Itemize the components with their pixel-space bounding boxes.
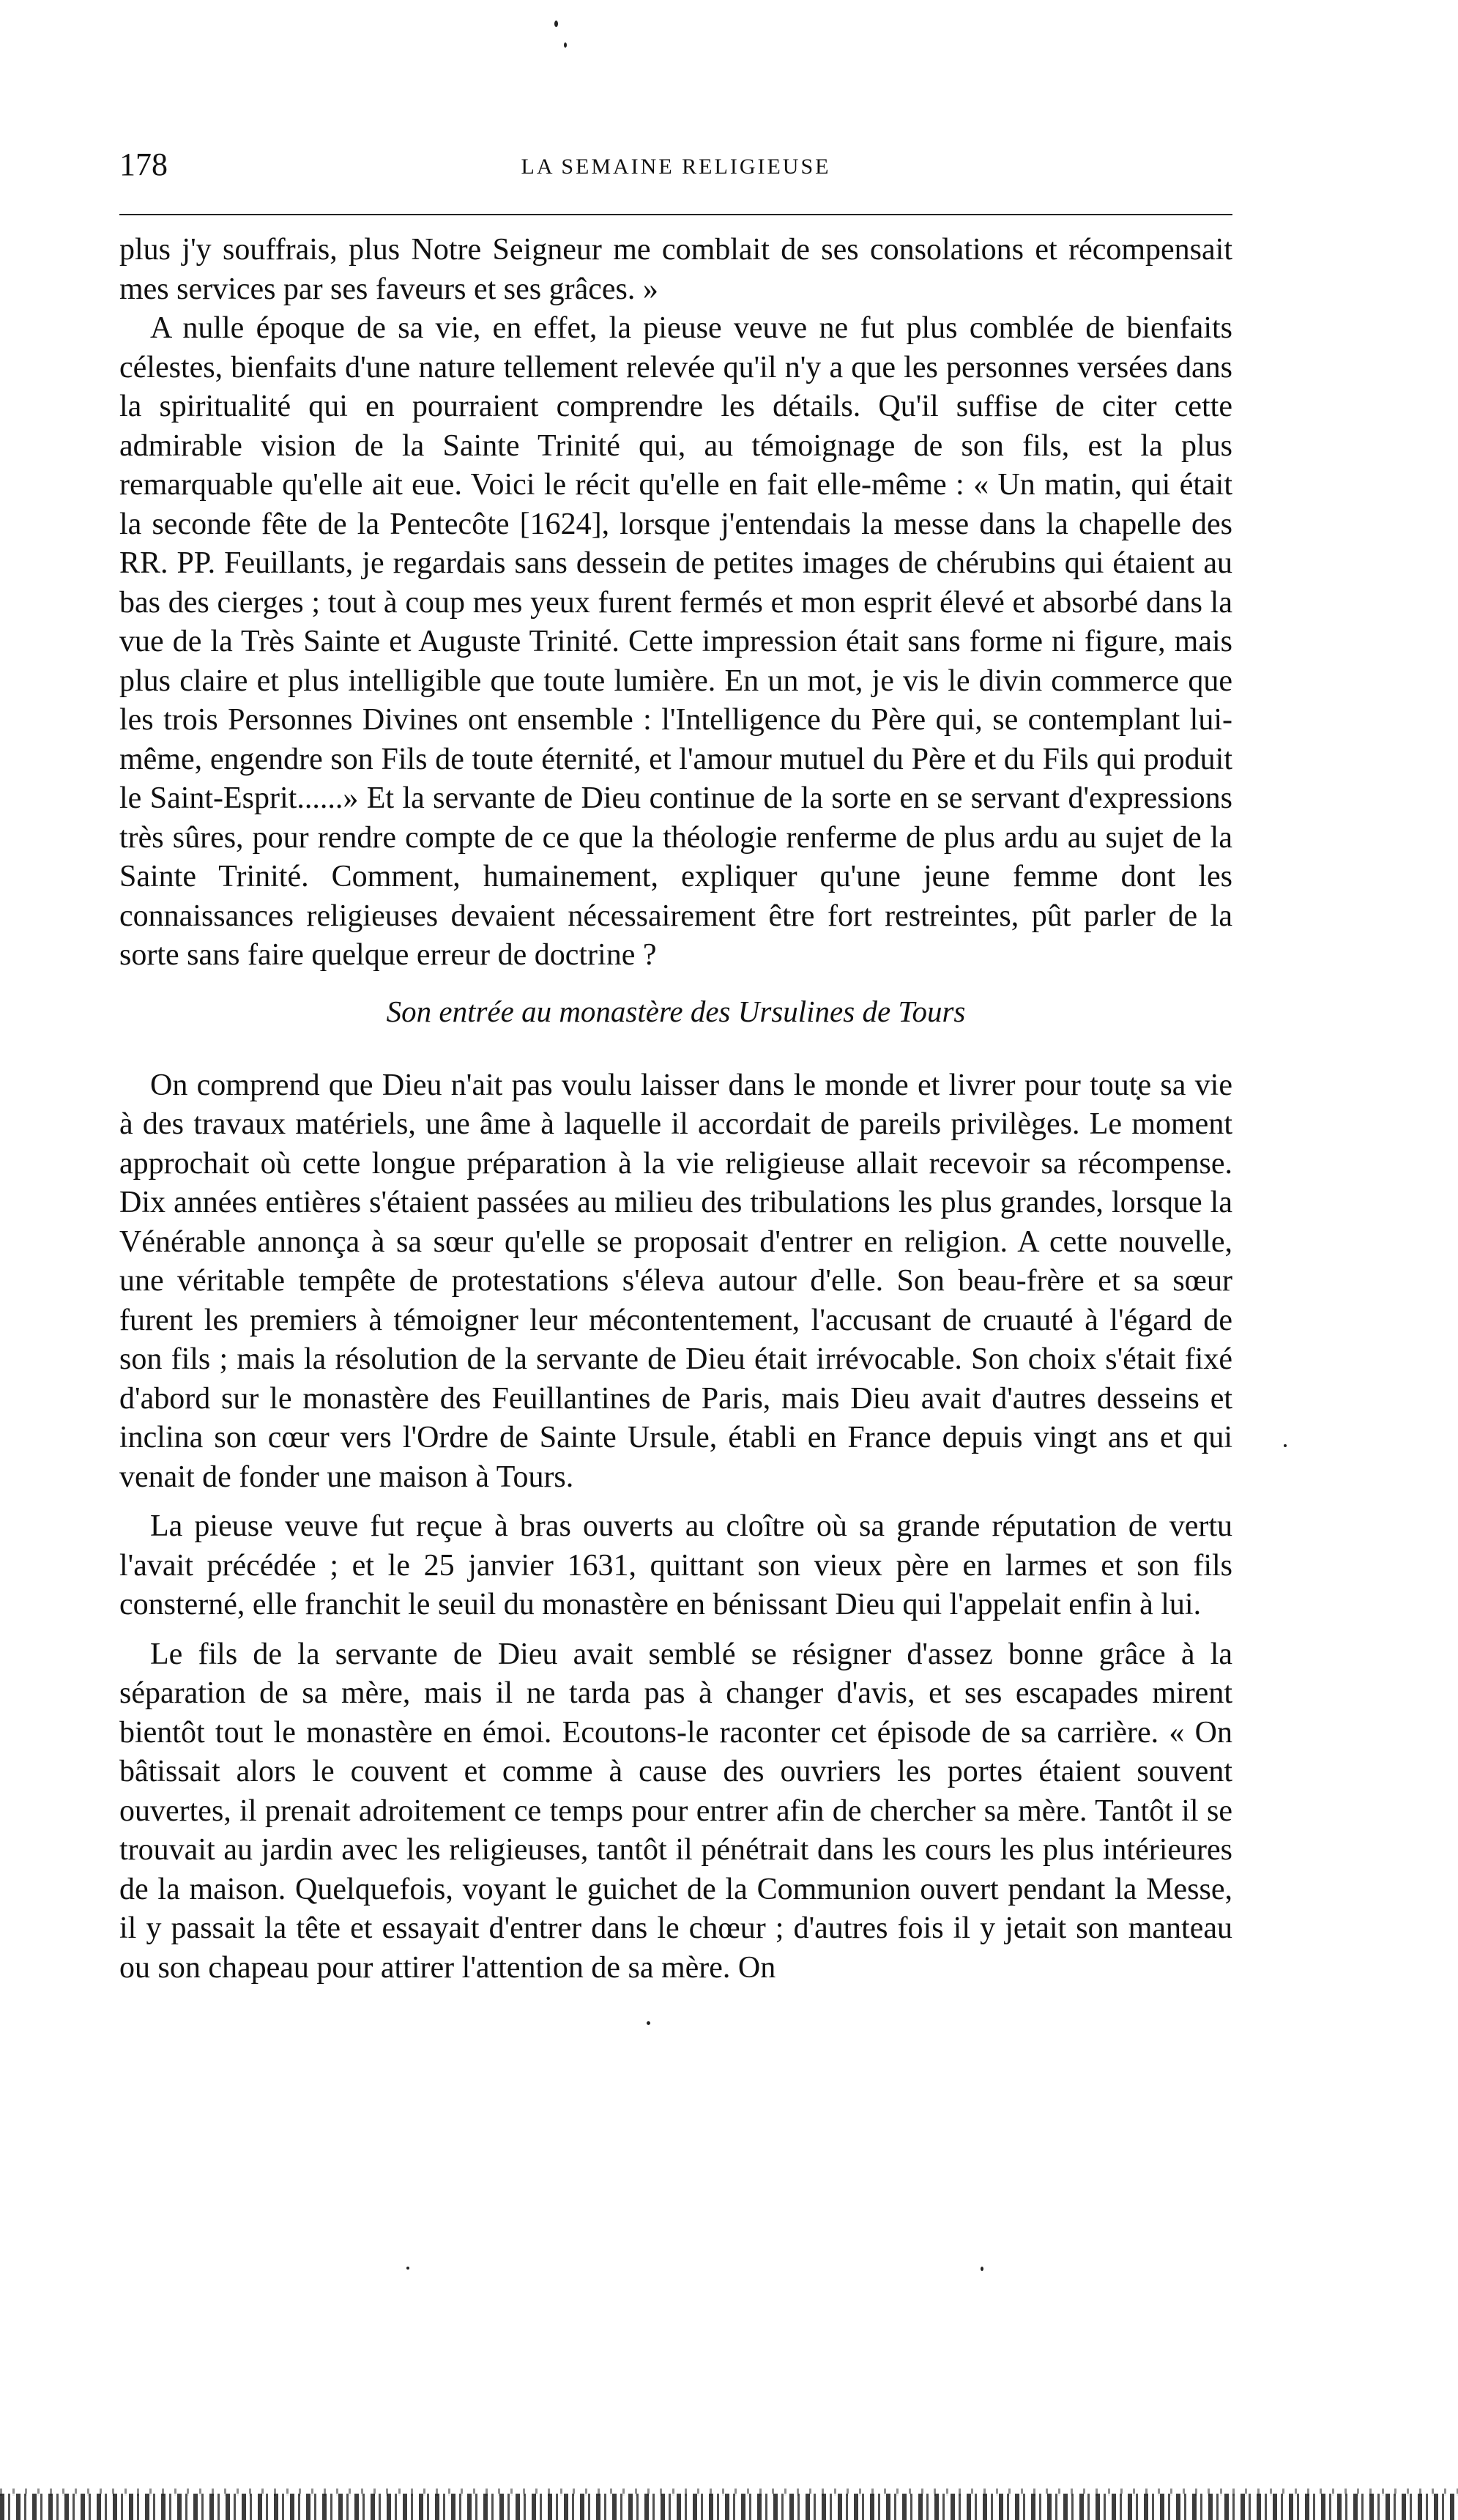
scan-speck	[554, 21, 558, 27]
paragraph: plus j'y souffrais, plus Notre Seigneur me comblait de ses consolations et récompensait mes services par ses faveurs et ses grâces. »	[119, 233, 1232, 306]
paragraph: A nulle époque de sa vie, en effet, la pieuse veuve ne fut plus comblée de bienfaits célestes, bienfaits d'une nature tellement relevée qu'il n'y a que les personnes versées dans la spiritualité qui en pourraient comprendre les détails. Qu'il suffise de citer cette admirable vision de la Sainte Trinité qui, au témoignage de son fils, est la plus remarquable qu'elle ait eue. Voici le récit qu'elle en fait elle-même : « Un matin, qui était la seconde fête de la Pentecôte [1624], lorsque j'entendais la messe dans la chapelle des RR. PP. Feuillants, je regardais sans dessein de petites images de chérubins qui étaient au bas des cierges ; tout à coup mes yeux furent fermés et mon esprit élevé et absorbé dans la vue de la Très Sainte et Auguste Trinité. Cette impression était sans forme ni figure, mais plus claire et plus intelligible que toute lumière. En un mot, je vis le divin commerce que les trois Personnes Divines ont ensemble : l'Intelligence du Père qui, se contemplant lui-même, engendre son Fils de toute éternité, et l'amour mutuel du Père et du Fils qui produit le Saint-Esprit......» Et la servante de Dieu continue de la sorte en se servant d'expressions très sûres, pour rendre compte de ce que la théologie renferme de plus ardu au sujet de la Sainte Trinité. Comment, humainement, expliquer qu'une jeune femme dont les connaissances religieuses devaient nécessairement être fort restreintes, pût parler de la sorte sans faire quelque erreur de doctrine ?	[119, 311, 1232, 972]
page-header	[119, 143, 1232, 194]
paragraph: On comprend que Dieu n'ait pas voulu laisser dans le monde et livrer pour toute sa vie à des travaux matériels, une âme à laquelle il accordait de pareils privilèges. Le moment approchait où cette longue préparation à la vie religieuse allait recevoir sa récompense. Dix années entières s'étaient passées au milieu des tribulations les plus grandes, lorsque la Vénérable annonça à sa sœur qu'elle se proposait d'entrer en religion. A cette nouvelle, une véritable tempête de protestations s'éleva autour d'elle. Son beau-frère et sa sœur furent les premiers à témoigner leur mécontentement, l'accusant de cruauté à l'égard de son fils ; mais la résolution de la servante de Dieu était irrévocable. Son choix s'était fixé d'abord sur le monastère des Feuillantines de Paris, mais Dieu avait d'autres desseins et inclina son cœur vers l'Ordre de Sainte Ursule, établi en France depuis vingt ans et qui venait de fonder une maison à Tours.	[119, 1068, 1232, 1494]
scan-edge-noise	[0, 2494, 1458, 2520]
header-rule	[119, 214, 1232, 215]
section-heading: Son entrée au monastère des Ursulines de Tours	[386, 994, 966, 1028]
scan-speck	[647, 2021, 650, 2025]
page-body	[119, 231, 1232, 1988]
paragraph: La pieuse veuve fut reçue à bras ouverts au cloître où sa grande réputation de vertu l'avait précédée ; et le 25 janvier 1631, quittant son vieux père en larmes et son fils consterné, elle franchit le seuil du monastère en bénissant Dieu qui l'appelait enfin à lui.	[119, 1509, 1232, 1621]
scan-speck	[981, 2267, 983, 2271]
scan-speck	[1284, 1444, 1287, 1447]
running-title: LA SEMAINE RELIGIEUSE	[521, 155, 831, 179]
scan-speck	[406, 2267, 409, 2270]
page-number: 178	[119, 146, 168, 182]
paragraph: Le fils de la servante de Dieu avait semblé se résigner d'assez bonne grâce à la séparation de sa mère, mais il ne tarda pas à changer d'avis, et ses escapades mirent bientôt tout le monastère en émoi. Ecoutons-le raconter cet épisode de sa carrière. « On bâtissait alors le couvent et comme à cause des ouvriers les portes étaient souvent ouvertes, il prenait adroitement ce temps pour entrer afin de chercher sa mère. Tantôt il se trouvait au jardin avec les religieuses, tantôt il pénétrait dans les cours les plus intérieures de la maison. Quelquefois, voyant le guichet de la Communion ouvert pendant la Messe, il y passait la tête et essayait d'entrer dans le chœur ; d'autres fois il y jetait son manteau ou son chapeau pour attirer l'attention de sa mère. On	[119, 1637, 1232, 1985]
scan-speck	[564, 42, 567, 48]
